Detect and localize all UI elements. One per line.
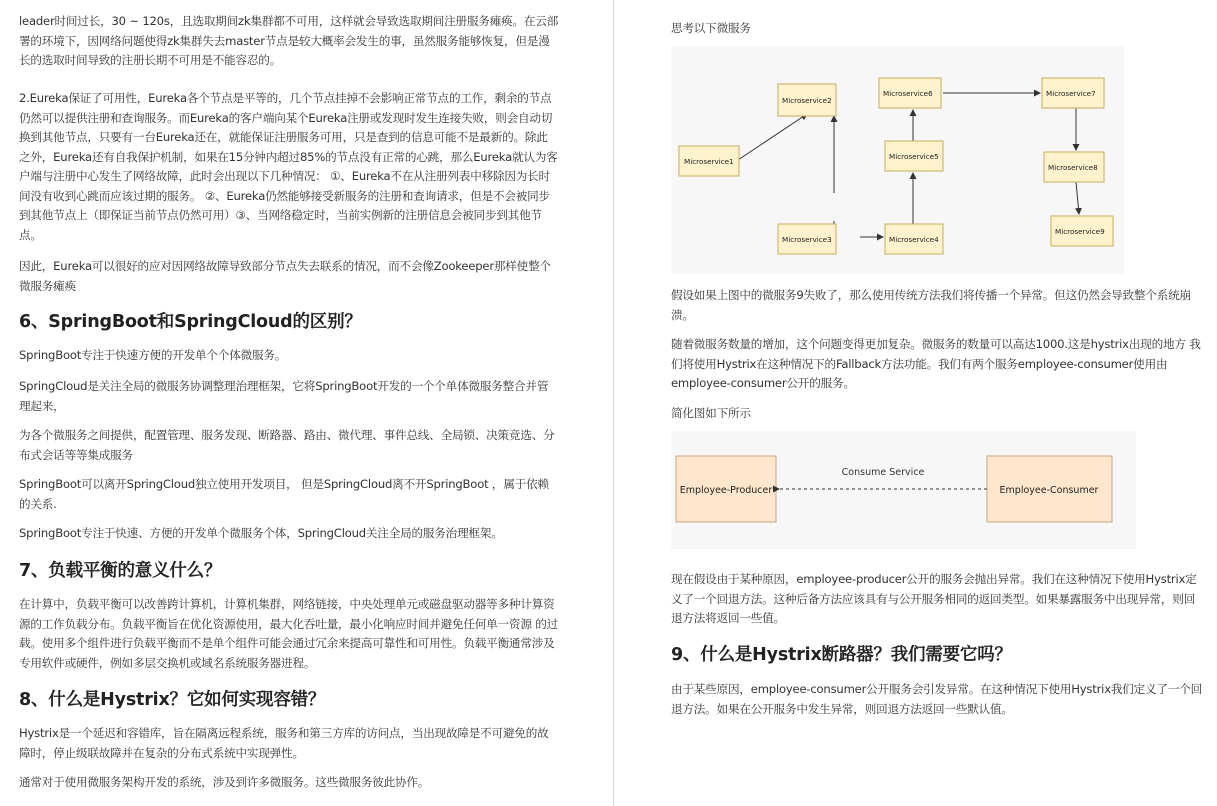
- svg-text:Employee-Consumer: Employee-Consumer: [999, 485, 1099, 496]
- paragraph-circuit-breaker: 由于某些原因，employee-consumer公开服务会引发异常。在这种情况下使用Hystrix我们定义了一个回退方法。如果在公开服务中发生异常，则回退方法返回一些默认值。: [671, 682, 1203, 716]
- paragraph-springcloud-framework: SpringCloud是关注全局的微服务协调整理治理框架，它将SpringBoot开发的一个个单体微服务整合并管理起来，: [19, 379, 549, 413]
- paragraph-summary: SpringBoot专注于快速、方便的开发单个微服务个体，SpringCloud关注全局的服务治理框架。: [19, 526, 503, 540]
- node-microservice1: [679, 146, 739, 176]
- paragraph-microservices: 通常对于使用微服务架构开发的系统，涉及到许多微服务。这些微服务彼此协作。: [19, 775, 430, 789]
- paragraph-hystrix-intro: Hystrix是一个延迟和容错库，旨在隔离远程系统，服务和第三方库的访问点，当出现故障是不可避免的故障时，停止级联故障并在复杂的分布式系统中实现弹性。: [19, 726, 549, 760]
- heading-section-6: 6、SpringBoot和SpringCloud的区别？: [19, 312, 362, 332]
- svg-text:Microservice7: Microservice7: [1046, 89, 1096, 98]
- svg-text:Microservice4: Microservice4: [889, 235, 939, 244]
- paragraph-springcloud-services: 为各个微服务之间提供，配置管理、服务发现、断路器、路由、微代理、事件总线、全局锁、决策竞选、分布式会话等等集成服务: [19, 428, 555, 462]
- svg-text:Microservice5: Microservice5: [889, 152, 939, 161]
- caption-microservices: 思考以下微服务: [671, 21, 751, 35]
- node-microservice6: [879, 78, 941, 108]
- svg-text:Microservice2: Microservice2: [782, 96, 832, 105]
- svg-text:Microservice3: Microservice3: [782, 235, 832, 244]
- edge-label-consume-service: Consume Service: [841, 467, 925, 478]
- paragraph-load-balancing: 在计算中，负载平衡可以改善跨计算机，计算机集群，网络链接，中央处理单元或磁盘驱动器等多种计算资源的工作负载分布。负载平衡旨在优化资源使用，最大化吞吐量，最小化响应时间并避免任何单一资源 的过载。使用多个组件进行负载平衡而不是单个组件可能会通过冗余来提高可靠性和可用性。负载平衡通常涉及专用软件或硬件，例如多层交换机或域名系统服务器进程。: [19, 597, 558, 670]
- node-microservice9: [1051, 216, 1113, 246]
- node-employee-producer: [676, 456, 776, 522]
- paragraph-zk-election: leader时间过长，30 ~ 120s，且选取期间zk集群都不可用，这样就会导致选取期间注册服务瘫痪。在云部署的环境下，因网络问题使得zk集群失去master节点是较大概率会发生的事，虽然服务能够恢复，但是漫长的选取时间导致的注册长期不可用是不能容忍的。: [19, 14, 559, 67]
- node-microservice2: [778, 84, 836, 116]
- node-employee-consumer: [987, 456, 1112, 522]
- edge-1-2: [735, 114, 807, 162]
- paragraph-springboot-focus: SpringBoot专注于快速方便的开发单个个体微服务。: [19, 348, 287, 362]
- paragraph-producer-exception: 现在假设由于某种原因，employee-producer公开的服务会抛出异常。我们在这种情况下使用Hystrix定义了一个回退方法。这种后备方法应该具有与公开服务相同的返回类型。如果暴露服务中出现异常，则回退方法将返回一些值。: [671, 572, 1197, 625]
- heading-section-8: 8、什么是Hystrix？它如何实现容错？: [19, 690, 326, 710]
- svg-text:Microservice8: Microservice8: [1048, 163, 1098, 172]
- heading-section-7: 7、负载平衡的意义什么？: [19, 561, 222, 581]
- heading-section-9: 9、什么是Hystrix断路器？我们需要它吗？: [671, 645, 1012, 665]
- node-microservice3: [778, 224, 836, 254]
- svg-text:Microservice9: Microservice9: [1055, 227, 1105, 236]
- paragraph-eureka-conclusion: 因此，Eureka可以很好的应对因网络故障导致部分节点失去联系的情况，而不会像Zookeeper那样使整个微服务瘫痪: [19, 259, 551, 293]
- node-microservice8: [1044, 152, 1104, 182]
- microservices-diagram: [671, 46, 1124, 274]
- paragraph-hystrix-fallback: 随着微服务数量的增加，这个问题变得更加复杂。微服务的数量可以高达1000.这是hystrix出现的地方 我们将使用Hystrix在这种情况下的Fallback方法功能。我们有两个服务employee-consumer使用由employee-consumer公开的服务。: [671, 337, 1201, 390]
- caption-simplified: 简化图如下所示: [671, 406, 751, 420]
- svg-text:Employee-Producer: Employee-Producer: [679, 485, 773, 496]
- paragraph-service9-failure: 假设如果上图中的微服务9失败了，那么使用传统方法我们将传播一个异常。但这仍然会导致整个系统崩溃。: [671, 288, 1191, 322]
- svg-text:Microservice6: Microservice6: [883, 89, 933, 98]
- node-microservice5: [885, 141, 943, 171]
- producer-consumer-diagram: [671, 431, 1136, 549]
- right-page: [614, 0, 1217, 806]
- paragraph-eureka-availability: 2.Eureka保证了可用性，Eureka各个节点是平等的，几个节点挂掉不会影响正常节点的工作，剩余的节点仍然可以提供注册和查询服务。而Eureka的客户端向某个Eureka注册或发现时发生连接失败，则会自动切换到其他节点，只要有一台Eureka还在，就能保证注册服务可用，只是查到的信息可能不是最新的。除此之外，Eureka还有自我保护机制，如果在15分钟内超过85%的节点没有正常的心跳，那么Eureka就认为客户端与注册中心发生了网络故障，此时会出现以下几种情况： ①、Eureka不在从注册列表中移除因为长时间没有收到心跳而应该过期的服务。 ②、Eureka仍然能够接受新服务的注册和查询请求，但是不会被同步到其他节点上（即保证当前节点仍然可用）③、当网络稳定时，当前实例新的注册信息会被同步到其他节点。: [19, 91, 558, 242]
- paragraph-dependency: SpringBoot可以离开SpringCloud独立使用开发项目， 但是SpringCloud离不开SpringBoot ，属于依赖的关系.: [19, 477, 549, 511]
- node-microservice7: [1042, 78, 1104, 108]
- node-microservice4: [885, 224, 943, 254]
- edge-8-9: [1076, 182, 1079, 214]
- svg-text:Microservice1: Microservice1: [684, 157, 734, 166]
